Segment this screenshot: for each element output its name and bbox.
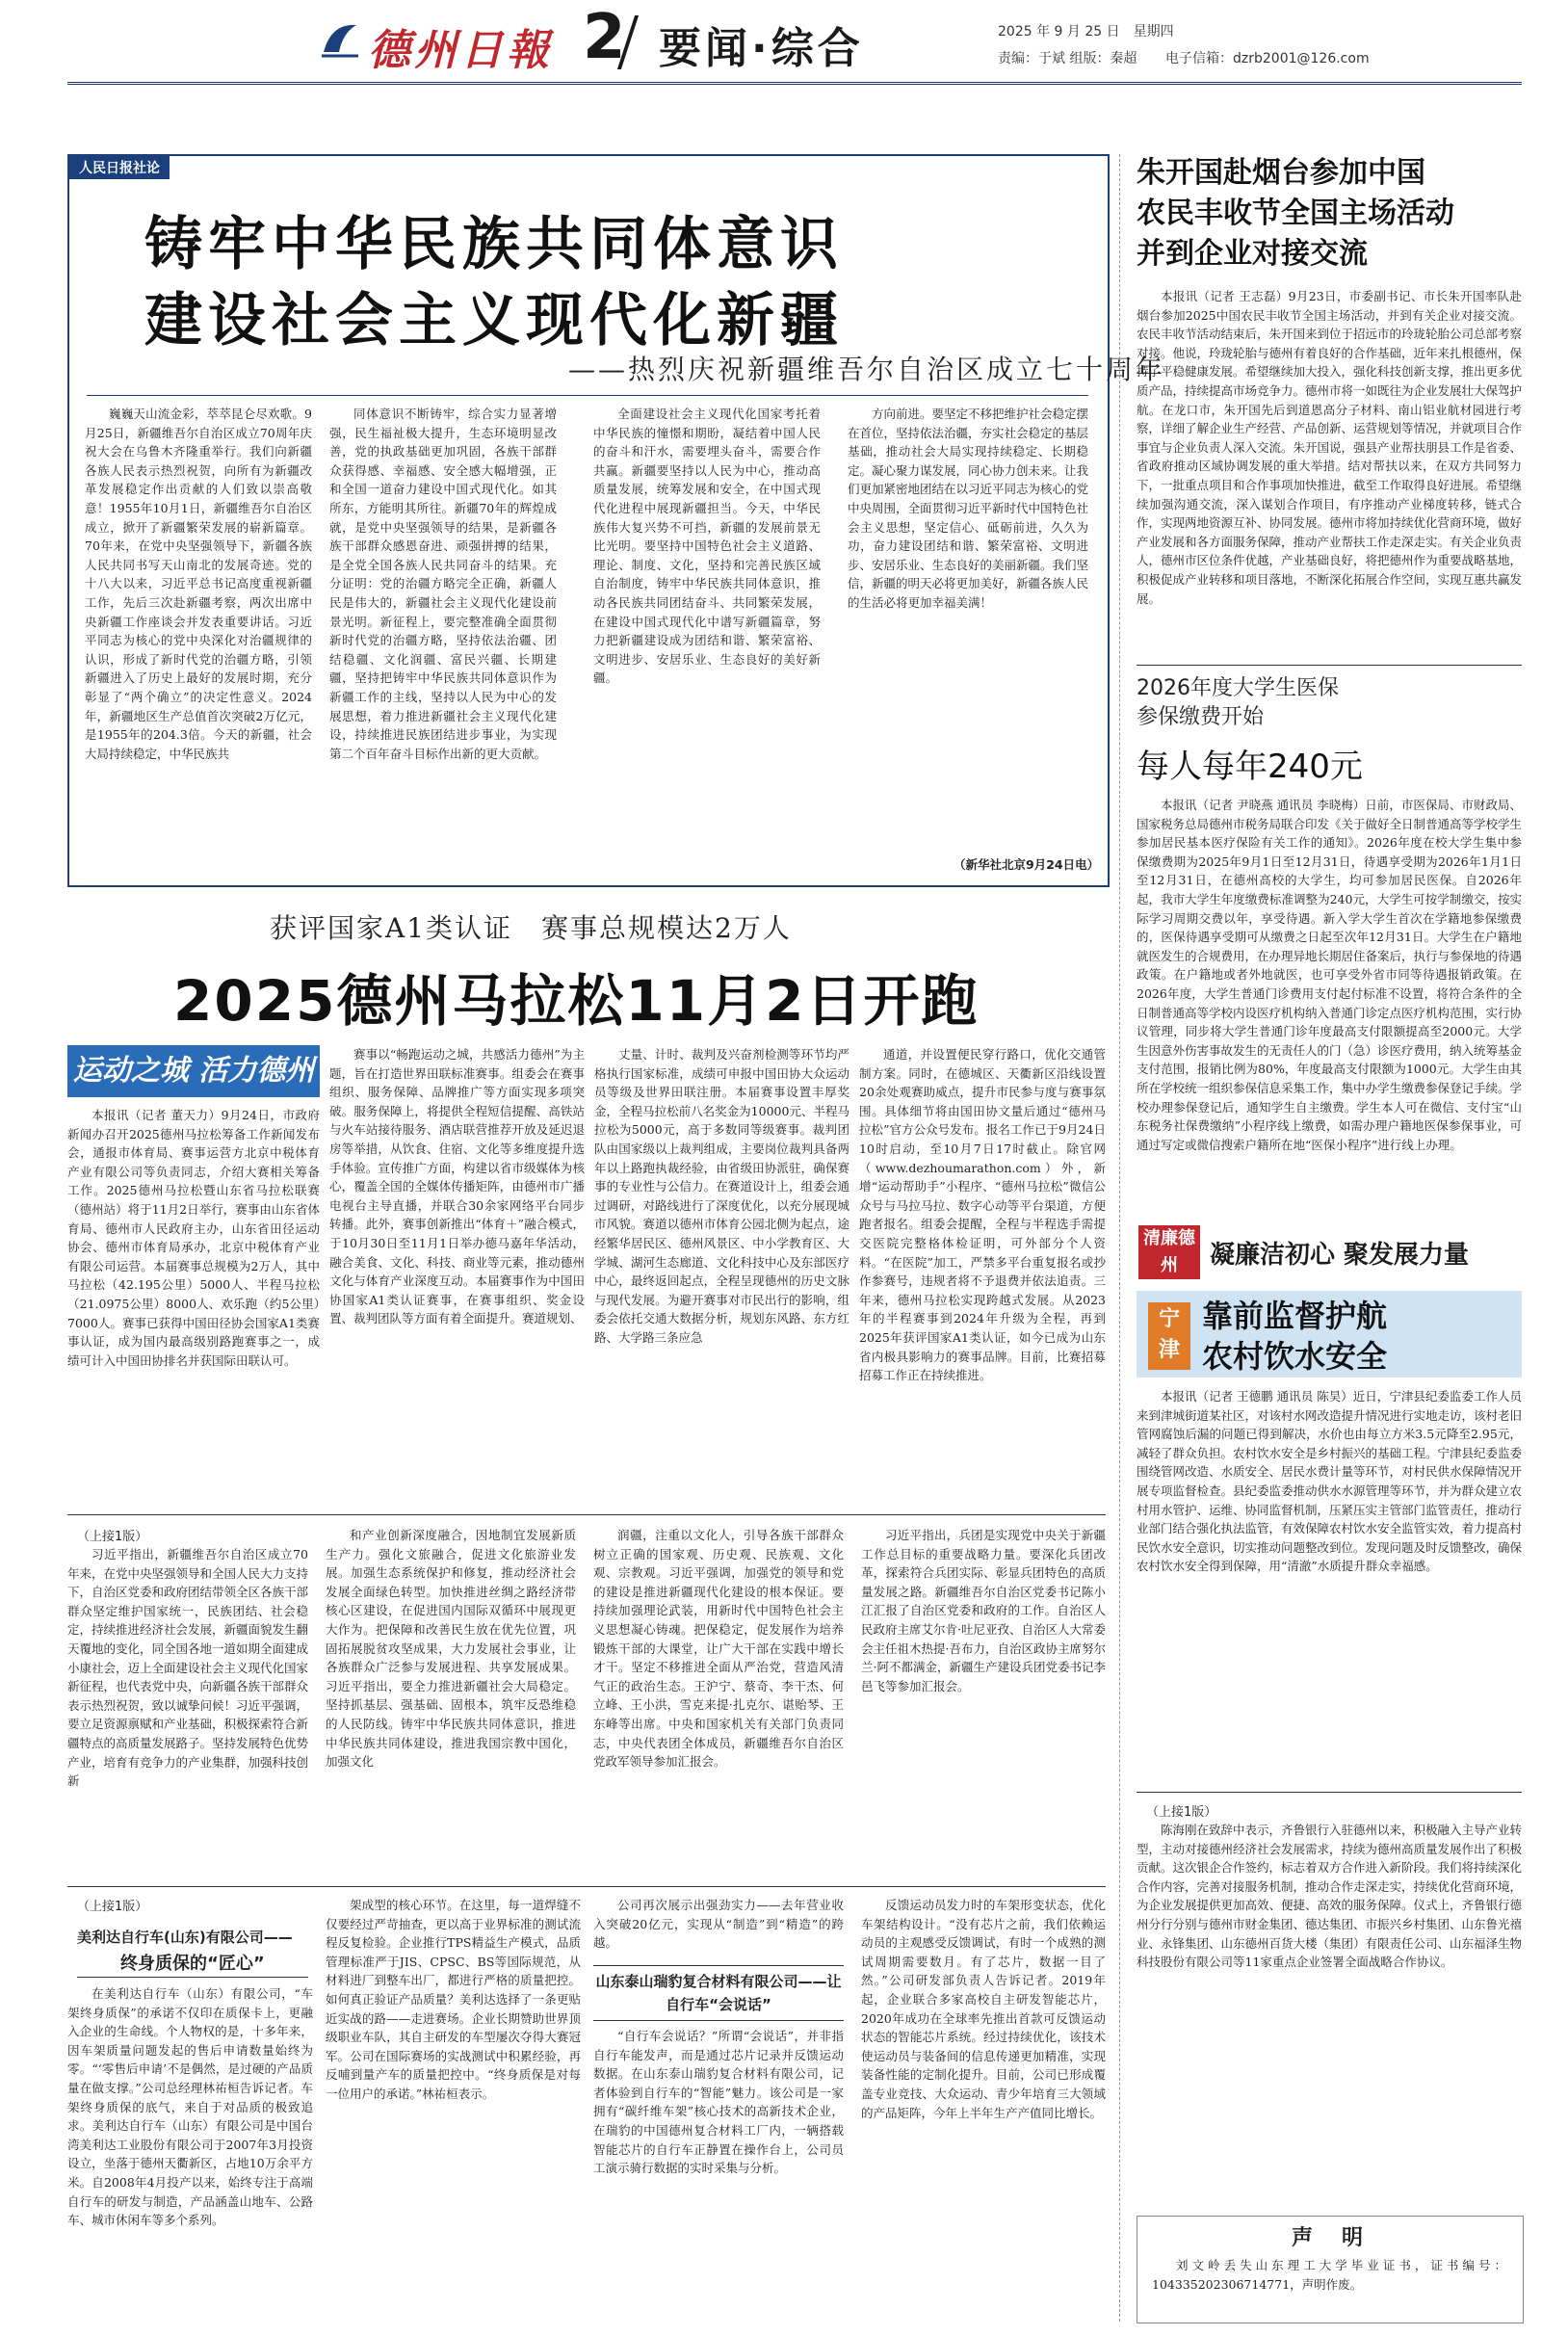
story2-body-text: 本报讯（记者 尹晓燕 通讯员 李晓梅）日前，市医保局、市财政局、国家税务总局德州市税务局联合印发《关于做好全日制普通高等学校学生参加居民基本医疗保险有关工作的通知》。2026年度在校大学生集中参保缴费期为2025年9月1日至12月31日，待遇享受期为2026年1月1日至12月31日，在德州高校的大学生，均可参加居民医保。自2026年起，我市大学生年度缴费标准调整为240元，大学生可按学制缴交，按实际学习周期交费以年，享受待遇。新入学大学生首次在学籍地参保缴费的，医保待遇享受期可从缴费之日起至次年12月31日。大学生在户籍地就医发生的合规费用，在办理异地长期居住备案后，执行与参保地的待遇政策。在户籍地或者外地就医，也可享受外省市同等待遇报销政策。在2026年度，大学生普通门诊费用支付起付标准不设置，将符合条件的全日制普通高等学校内设医疗机构纳入普通门诊定点医疗机构范围，实行协议管理，同步将大学生普通门诊年度最高支付限额提高至2000元。大学生因意外伤害事故发生的无责任人的门（急）诊医疗费用，纳入统筹基金支付范围，报销比例为80%，年度最高支付限额为1000元。大学生由其所在学校统一组织参保信息采集工作，集中办学生缴费参保登记手续。学校办理参保登记后，通知学生自主缴费。学生本人可在微信、支付宝“山东税务社保费缴纳”小程序线上缴费，如需办理户籍地医保参保事业，可通过写定或微信搜索户籍所在地“医保小程序”进行线上办理。 xyxy=(1137,798,1522,1152)
section-title: 要闻·综合 xyxy=(659,24,864,73)
bike-title-2: 终身质保的“匠心” xyxy=(120,1954,265,1974)
story3-title-1: 靠前监督护航 xyxy=(1202,1298,1388,1334)
story1-body xyxy=(1137,287,1522,657)
bike-header: （上接1版） xyxy=(77,1900,148,1914)
story4-body-text: 陈海刚在致辞中表示，齐鲁银行入驻德州以来，积极融入主导产业转型，主动对接德州经济社会发展需求，持续为德州高质量发展作出了积极贡献。这次银企合作签约，标志着双方合作进入新阶段。我们将持续深化合作内容，完善对接服务机制，推动合作走深走实，持续优化营商环境，为企业发展提供更加高效、便捷、高效的服务保障。仪式上，齐鲁银行德州分行分别与德州市财金集团、德达集团、市振兴乡村集团、山东鲁光禧业、永锋集团、山东德州百货大楼（集团）有限责任公司、山东福泽生物科技股份有限公司等11家重点企业签署全面战略合作协议。 xyxy=(1137,1823,1522,1970)
right-column-divider xyxy=(1119,154,1120,2322)
editorial-divider xyxy=(87,395,1088,396)
story1-divider xyxy=(1137,665,1522,666)
notice-body-text: 刘文岭丢失山东理工大学毕业证书，证书编号：104335202306714771，声明作废。 xyxy=(1152,2258,1506,2292)
editorial-col-4 xyxy=(848,405,1088,855)
bike-col-3-text: 公司再次展示出强劲实力——去年营业收入突破20亿元，实现从“制造”到“精造”的跨越。 xyxy=(593,1898,844,1951)
story1-title-1: 朱开国赴烟台参加中国 xyxy=(1137,156,1425,190)
editorial-col-1-text: 巍巍天山流金彩，萃萃昆仑尽欢歌。9月25日，新疆维吾尔自治区成立70周年庆祝大会在乌鲁木齐隆重举行。我们向新疆各族人民表示热烈祝贺，向所有为新疆改革发展稳定作出贡献的人们致以崇高敬意！1955年10月1日，新疆维吾尔自治区成立，掀开了新疆繁荣发展的崭新篇章。70年来，在党中央坚强领导下，新疆各族人民共同书写天山南北的发展奇迹。党的十八大以来，习近平总书记高度重视新疆工作，先后三次赴新疆考察，两次出席中央新疆工作座谈会并发表重要讲话。习近平同志为核心的党中央深化对治疆规律的认识，形成了新时代党的治疆方略，引领新疆进入了历史上最好的发展时期，充分彰显了“两个确立”的决定性意义。2024年，新疆地区生产总值首次突破2万亿元，是1955年的204.3倍。今天的新疆，社会大局持续稳定，中华民族共 xyxy=(85,407,312,761)
story1-title-3: 并到企业对接交流 xyxy=(1137,237,1368,271)
continued-col-4-text: 习近平指出，兵团是实现党中央关于新疆工作总目标的重要战略力量。要深化兵团改革，探索符合兵团实际、彰显兵团特色的高质量发展之路。新疆维吾尔自治区党委书记陈小江汇报了自治区党委和政府的工作。自治区人民政府主席艾尔肯·吐尼亚孜、自治区人大常委会主任祖木热提·吾布力，自治区政协主席努尔兰·阿不都满金，新疆生产建设兵团党委书记李邑飞等参加汇报会。 xyxy=(861,1528,1106,1693)
story4-body xyxy=(1137,1821,1522,2206)
story4-header: （上接1版） xyxy=(1146,1805,1217,1820)
bike-col-3 xyxy=(593,1896,844,1954)
bike-col-2 xyxy=(326,1896,581,2326)
editorial-col-4-text: 方向前进。要坚定不移把维护社会稳定摆在首位，坚持依法治疆，夯实社会稳定的基层基础，推动社会大局实现持续稳定、长期稳定。凝心聚力谋发展，同心协力创未来。让我们更加紧密地团结在以习近平同志为核心的党中央周围，全面贯彻习近平新时代中国特色社会主义思想，坚定信心、砥砺前进，久久为功，奋力建设团结和谐、繁荣富裕、文明进步、安居乐业、生态良好的美丽新疆。我们坚信，新疆的明天必将更加美好，新疆各族人民的生活必将更加幸福美满！ xyxy=(848,407,1088,610)
sport-city-banner: 运动之城 活力德州 xyxy=(67,1045,320,1097)
bike-title-1: 美利达自行车(山东)有限公司—— xyxy=(77,1929,293,1946)
continued-col-1 xyxy=(67,1545,308,1877)
bike-col-3b-text: “自行车会说话？”所谓“会说话”，并非指自行车能发声，而是通过芯片记录并反馈运动数据。在山东泰山瑞豹复合材料有限公司，记者体验到自行车的“智能”魅力。该公司是一家拥有“碳纤维车架”核心技术的高新技术企业，在瑞豹的中国德州复合材料工厂内，一辆搭载智能芯片的自行车正静置在操作台上，公司员工演示骑行数据的实时采集与分析。 xyxy=(593,2029,844,2176)
bike-col-4 xyxy=(861,1896,1106,2326)
editorial-headline-1: 铸牢中华民族共同体意识 xyxy=(144,211,844,278)
editorial-source: （新华社北京9月24日电） xyxy=(954,857,1100,872)
page-number: 2 xyxy=(583,2,626,73)
continued-col-2 xyxy=(326,1526,576,1877)
story1-body-text: 本报讯（记者 王志磊）9月23日，市委副书记、市长朱开国率队赴烟台参加2025中国农民丰收节全国主场活动，并到有关企业对接交流。农民丰收节活动结束后，朱开国来到位于招远市的玲珑轮胎公司总部考察对接。他说，玲珑轮胎与德州有着良好的合作基础，近年来扎根德州，保持了平稳健康发展。希望继续加大投入，强化科技创新支撑，推出更多优质产品，持续提高市场竞争力。德州市将一如既往为企业发展壮大保驾护航。在龙口市，朱开国先后到道恩高分子材料、南山铝业航材园进行考察，详细了解企业生产经营、产品创新、运营规划等情况，并就项目合作事宜与企业负责人深入交流。朱开国说，强县产业帮扶朋县工作是省委、省政府推动区域协调发展的重大举措。结对帮扶以来，在双方共同努力下，一批重点项目和合作事项加快推进，截至工作取得良好进展。希望继续加强沟通交流，深入谋划合作项目，有序推动产业梯度转移，链式合作，实现两地资源互补、协同发展。德州市将加持续优化营商环境，做好产业发展和各方面服务保障，推动产业帮扶工作走深走实。有关企业负责人，德州市区位条件优越，产业基础良好，将把德州作为重要战略基地，积极促成产业转移和项目落地，不断深化拓展合作空间，实现互惠共赢发展。 xyxy=(1137,289,1522,606)
bike-col-3b xyxy=(593,2027,844,2326)
story3-body-text: 本报讯（记者 王德鹏 通讯员 陈昊）近日，宁津县纪委监委工作人员来到津城街道某社区，对该村水网改造提升情况进行实地走访，该村老旧管网腐蚀后漏的问题已得到解决，水价也由每立方米3.5元降至2.95元，减轻了群众负担。农村饮水安全是乡村振兴的基础工程。宁津县纪委监委围绕管网改造、水质安全、居民水费计量等环节，对村民供水保障情况开展专项监督检查。县纪委监委推动供水水源管理等环节，并为群众建立农村用水管护、运维、协同监督机制，压紧压实主管部门监管责任，推动行业部门结合强化执法监管，有效保障农村饮水安全监管实效，着力提高村民饮水安全意识，切实推动问题整改到位。发现问题及时反馈整改，确保农村饮水安全得到保障，用“清澈”水质提升群众幸福感。 xyxy=(1137,1389,1522,1574)
editorial-headline-2: 建设社会主义现代化新疆 xyxy=(144,287,844,354)
story3-body xyxy=(1137,1387,1522,1782)
marathon-divider xyxy=(67,1514,1106,1515)
bike-col-1 xyxy=(67,1984,313,2326)
marathon-col-2-text: 赛事以“畅跑运动之城，共感活力德州”为主题，旨在打造世界田联标准赛事。组委会在赛事组织、服务保障、品牌推广等方面实现多项突破。服务保障上，将提供全程短信提醒、高铁站与火车站接待服务、酒店联营推荐开放及延迟退房等举措，从饮食、住宿、文化等多维度提升选手体验。宣传推广方面，构建以省市级媒体为核心，覆盖全国的全媒体传播矩阵，由德州市广播电视台主导直播，并联合30余家网络平台同步转播。此外，赛事创新推出“体育＋”融合模式，于10月30日至11月1日举办德马嘉年华活动，融合美食、文化、科技、商业等元素，推动德州文化与体育产业深度互动。本届赛事作为中国田协国家A1类认证赛事，在赛事组织、奖金设置、裁判团队等方面有着全面提升。赛道规划、 xyxy=(329,1047,585,1326)
editorial-col-2-text: 同体意识不断铸牢，综合实力显著增强，民生福祉极大提升，生态环境明显改善，党的执政基础更加巩固，各族干部群众获得感、幸福感、安全感大幅增强，正和全国一道奋力建设中国式现代化。如其所东，方能明其所往。新疆70年的辉煌成就，是党中央坚强领导的结果，是新疆各族干部群众感恩奋进、顽强拼搏的结果，是全党全国各族人民共同奋斗的结果。充分证明：党的治疆方略完全正确，新疆人民是伟大的，新疆社会主义现代化建设前景光明。新征程上，要完整准确全面贯彻新时代党的治疆方略，坚持依法治疆、团结稳疆、文化润疆、富民兴疆、长期建疆，坚持把铸牢中华民族共同体意识作为新疆工作的主线，坚持以人民为中心的发展思想，着力推进新疆社会主义现代化建设，持续推进民族团结进步事业，为实现第二个百年奋斗目标作出新的更大贡献。 xyxy=(329,407,557,761)
paper-name: 德州日報 xyxy=(368,26,553,75)
bike-col-3-title: 山东泰山瑞豹复合材料有限公司——让自行车“会说话” xyxy=(593,1965,844,2021)
editorial-subline: ——热烈庆祝新疆维吾尔自治区成立七十周年 xyxy=(568,354,1166,385)
editorial-col-3 xyxy=(593,405,821,875)
marathon-col-4 xyxy=(859,1045,1106,1506)
editorial-col-3-text: 全面建设社会主义现代化国家考托着中华民族的憧憬和期盼，凝结着中国人民的奋斗和汗水，需要埋头奋斗，需要合作共赢。新疆要坚持以人民为中心，推动高质量发展，统筹发展和安全，在中国式现代化进程中展现新疆担当。今天，中华民族伟大复兴势不可挡，新疆的发展前景无比光明。要坚持中国特色社会主义道路、理论、制度、文化，坚持和完善民族区域自治制度，铸牢中华民族共同体意识，推动各民族共同团结奋斗、共同繁荣发展，在建设中国式现代化中谱写新疆篇章，努力把新疆建设成为团结和谐、繁荣富裕、文明进步、安居乐业、生态良好的美好新疆。 xyxy=(593,407,821,686)
editorial-tag: 人民日报社论 xyxy=(69,156,170,179)
story2-title-3: 每人每年240元 xyxy=(1137,748,1363,786)
continued-col-3 xyxy=(593,1526,844,1877)
continued-header: （上接1版） xyxy=(77,1530,148,1544)
bike-col-4-text: 反馈运动员发力时的车架形变状态，优化车架结构设计。“没有芯片之前，我们依赖运动员的主观感受反馈调试，有时一个成熟的测试周期需要数月。有了芯片，数据一目了然。”公司研发部负责人告诉记者。2019年起，企业联合多家高校自主研发智能芯片，2020年成功在全球率先推出首款可反馈运动状态的智能芯片系统。经过持续优化，该技术使运动员与装备间的信息传递更加精准，实现装备性能的定制化提升。目前，公司已形成覆盖专业竞技、大众运动、青少年培育三大领域的产品矩阵，今年上半年生产产值同比增长。 xyxy=(861,1898,1106,2120)
email-line: 电子信箱：dzrb2001@126.com xyxy=(1165,51,1370,66)
marathon-kicker: 获评国家A1类认证 赛事总规模达2万人 xyxy=(270,912,792,944)
editor-credit: 责编：于斌 组版：秦超 xyxy=(998,51,1137,66)
marathon-col-1 xyxy=(67,1106,320,1506)
clean-dezhou-logo-text: 清廉德州 xyxy=(1143,1228,1195,1275)
continued-col-2-text: 和产业创新深度融合，因地制宜发展新质生产力。强化文旅融合，促进文化旅游业发展。加强生态系统保护和修复，推动经济社会发展全面绿色转型。加快推进丝绸之路经济带核心区建设，在促进国内国际双循环中展现更大作为。把保障和改善民生放在优先位置，巩固拓展脱贫攻坚成果，大力发展社会事业，让各族群众广泛参与发展进程、共享发展成果。习近平指出，要全力推进新疆社会大局稳定。坚持抓基层、强基础、固根本，筑牢反恐维稳的人民防线。铸牢中华民族共同体意识，推进中华民族共同体建设，推进我国宗教中国化，加强文化 xyxy=(326,1528,576,1770)
story2-title-2: 参保缴费开始 xyxy=(1137,705,1265,729)
issue-date: 2025 年 9 月 25 日 星期四 xyxy=(998,24,1174,39)
continued-col-3-text: 润疆，注重以文化人，引导各族干部群众树立正确的国家观、历史观、民族观、文化观、宗教观。习近平强调，加强党的领导和党的建设是推进新疆现代化建设的根本保证。要持续加强理论武装，用新时代中国特色社会主义思想凝心铸魂。把保稳定，促发展作为培养锻炼干部的大课堂，让广大干部在实践中增长才干。坚定不移推进全面从严治党，营造风清气正的政治生态。王沪宁、蔡奇、李干杰、何立峰、王小洪，雪克来提·扎克尔、谌贻琴、王东峰等出席。中央和国家机关有关部门负责同志，中央代表团全体成员，新疆维吾尔自治区党政军领导参加汇报会。 xyxy=(593,1528,844,1770)
story3-title-2: 农村饮水安全 xyxy=(1202,1338,1388,1375)
marathon-headline: 2025德州马拉松11月2日开跑 xyxy=(173,968,980,1034)
continued-col-4 xyxy=(861,1526,1106,1877)
bike-title-rule xyxy=(77,1977,308,1978)
continued-divider xyxy=(67,1886,1106,1887)
marathon-col-3 xyxy=(594,1045,849,1506)
story2-title-1: 2026年度大学生医保 xyxy=(1137,676,1339,700)
continued-col-1-text: 习近平指出，新疆维吾尔自治区成立70年来，在党中央坚强领导和全国人民大力支持下，自治区党委和政府团结带领全区各族干部群众坚定维护国家统一，民族团结、社会稳定，持续推进经济社会发展，新疆面貌发生翻天覆地的变化，同全国各地一道如期全面建成小康社会，迈上全面建设社会主义现代化国家新征程，也代表党中央，向新疆各族干部群众表示热烈祝贺，致以诚挚问候！习近平强调，要立足资源禀赋和产业基础，积极探索符合新疆特点的高质量发展路子。坚持发展特色优势产业，培育有竞争力的产业集群，加强科技创新 xyxy=(67,1547,308,1789)
masthead-rule xyxy=(67,82,1522,85)
place-badge xyxy=(1148,1302,1190,1370)
notice-body xyxy=(1152,2256,1506,2314)
place-char-2: 津 xyxy=(1158,1338,1180,1362)
editorial-col-2 xyxy=(329,405,557,875)
story3-divider xyxy=(1137,1792,1522,1793)
story1-title-2: 农民丰收节全国主场活动 xyxy=(1137,197,1454,230)
box-tag: 凝廉洁初心 聚发展力量 xyxy=(1210,1241,1470,1270)
newspaper-logo-icon xyxy=(318,17,362,62)
clean-dezhou-logo xyxy=(1138,1225,1200,1279)
marathon-col-4-text: 通道，并设置便民穿行路口，优化交通管制方案。同时，在德城区、天衢新区沿线设置20余处观赛助威点，提升市民参与度与赛事氛围。具体细节将由国田协文量后通过“德州马拉松”官方公众号发布。报名工作已于9月24日10时启动，至10月7日17时截止。除官网（www.dezhoumarathon.com）外，新增“运动帮助手”小程序、“德州马拉松”微信公众号与马拉马拉、数字心动等平台渠道，方便跑者报名。组委会提醒，全程与半程选手需提交医院完整格体检证明，可外部分个人资料。“在医院”加工，严禁多平台重复报名或抄作参赛号，违规者将不予退费并依法追责。三年来，德州马拉松实现跨越式发展。从2023年的半程赛事到2024年升级为全程，再到2025年获评国家A1类认证，如今已成为山东省内极具影响力的赛事品牌。目前，比赛招募招募工作正在持续推进。 xyxy=(859,1047,1106,1383)
marathon-col-1-text: 本报讯（记者 董天力）9月24日，市政府新闻办召开2025德州马拉松筹备工作新闻发布会，通报市体育局、赛事运营方北京中税体育产业有限公司等负责同志，介绍大赛相关筹备工作。2025德州马拉松暨山东省马拉松联赛（德州站）将于11月2日举行，赛事由山东省体育局、德州市人民政府主办，山东省田径运动协会、德州市体育局承办，北京中税体育产业有限公司运营。本届赛事总规模为2万人，其中马拉松（42.195公里）5000人、半程马拉松（21.0975公里）8000人、欢乐跑（约5公里）7000人。赛事已获得中国田径协会国家A1类赛事认证，成为国内最高级别路跑赛事之一，成绩可计入中国田协排名并获国际田联认可。 xyxy=(67,1108,320,1368)
notice-title: 声 明 xyxy=(1291,2226,1367,2250)
bike-col-2-text: 架成型的核心环节。在这里，每一道焊缝不仅要经过严苛抽查，更以高于业界标准的测试流程反复检验。企业推行TPS精益生产模式，品质管理标准严于JIS、CPSC、BS等国际规范，从材料进厂到整车出厂，都进行严格的质量把控。如何真正验证产品质量？美利达选择了一条更贴近实战的路——走进赛场。企业长期赞助世界顶级职业车队，其自主研发的车型屡次夺得大赛冠军。公司在国际赛场的实战测试中积累经验，再反哺到量产车的质量把控中。“终身质保是对每一位用户的承诺。”林祐桓表示。 xyxy=(326,1898,581,2101)
place-char-1: 宁 xyxy=(1158,1307,1180,1331)
bike-col-1-text: 在美利达自行车（山东）有限公司，“车架终身质保”的承诺不仅印在质保卡上，更融入企业的生命线。个人物权的是，十多年来，因车架质量问题发起的售后申请数量始终为零。“‘零售后申请’不是偶然，是过硬的产品质量在做支撑。”公司总经理林祐桓告诉记者。车架终身质保的底气，来自于对品质的极致追求。美利达自行车（山东）有限公司是中国台湾美利达工业股份有限公司于2007年3月投资设立，坐落于德州天衢新区，占地10万余平方米。自2008年4月投产以来，始终专注于高端自行车的研发与制造，产品涵盖山地车、公路车、城市休闲车等多个系列。 xyxy=(67,1986,313,2228)
marathon-col-2 xyxy=(329,1045,585,1506)
story2-body xyxy=(1137,796,1522,1212)
editorial-col-1 xyxy=(85,405,312,875)
marathon-col-3-text: 丈量、计时、裁判及兴奋剂检测等环节均严格执行国家标准，成绩可申报中国田协大众运动员等级及世界田联注册。本届赛事设置丰厚奖金，全程马拉松前八名奖金为10000元、半程马拉松为5000元，高于多数同等级赛事。裁判团队由国家级以上裁判组成，主要岗位裁判具备两年以上路跑执裁经验，由省级田协派驻，确保赛事的专业性与公信力。在赛道设计上，组委会通过调研，对路线进行了深度优化，以充分展现城市风貌。赛道以德州市体育公园北侧为起点，途经繁华居民区、德州风景区、中小学教育区、大学城、湖河生态廊道、文化科技中心及东部医疗中心，最终返回起点，全程呈现德州的历史文脉与现代发展。为避开赛事对市民出行的影响，组委会依托交通大数据分析，规划东风路、东方红路、大学路三条应急 xyxy=(594,1047,849,1345)
